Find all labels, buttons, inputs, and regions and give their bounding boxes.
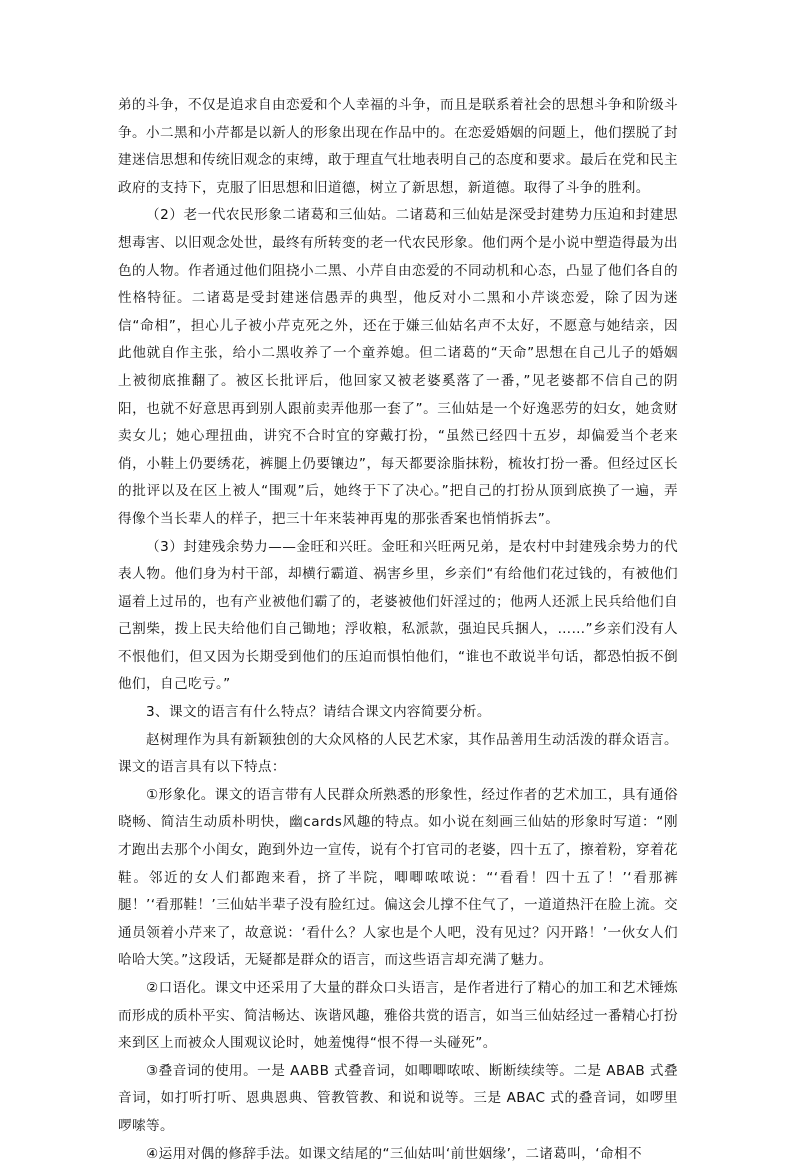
document-page [118,92,678,1168]
paragraph-4: 3、课文的语言有什么特点？请结合课文内容简要分析。 [146,704,491,721]
paragraph-1: 弟的斗争，不仅是追求自由恋爱和个人幸福的斗争，而且是联系着社会的思想斗争和阶级斗争。小二黑和小芹都是以新人的形象出现在作品中的。在恋爱婚姻的问题上，他们摆脱了封建迷信思想和传统旧观念的束缚，敢于理直气壮地表明自己的态度和要求。最后在党和民主政府的支持下，克服了旧思想和旧道德，树立了新思想，新道德。取得了斗争的胜利。 [118,97,678,196]
paragraph-8: ③叠音词的使用。一是 AABB 式叠音词，如唧唧哝哝、断断续续等。二是 ABAB 式叠音词，如打听打听、恩典恩典、管教管教、和说和说等。三是 ABAC 式的叠音词，如啰里啰嗦等。 [118,1062,678,1134]
paragraph-9: ④运用对偶的修辞手法。如课文结尾的“三仙姑叫‘前世姻缘’，二诸葛叫，‘命相不 [146,1145,642,1162]
paragraph-5: 赵树理作为具有新颖独创的大众风格的人民艺术家，其作品善用生动活泼的群众语言。课文的语言具有以下特点： [118,731,678,776]
paragraph-7: ②口语化。课文中还采用了大量的群众口头语言，是作者进行了精心的加工和艺术锤炼而形成的质朴平实、简洁畅达、诙谐风趣，雅俗共赏的语言，如当三仙姑经过一番精心打扮来到区上而被众人围观议论时，她羞愧得“恨不得一头碰死”。 [118,980,678,1052]
paragraph-6: ①形象化。课文的语言带有人民群众所熟悉的形象性，经过作者的艺术加工，具有通俗晓畅、简洁生动质朴明快，幽cards风趣的特点。如小说在刻画三仙姑的形象时写道：“刚才跑出去那个小闺女，跑到外边一宣传，说有个打官司的老婆，四十五了，擦着粉，穿着花鞋。邻近的女人们都跑来看，挤了半院，唧唧哝哝说：“‘看看！四十五了！’‘看那裤腿！’‘看那鞋！’三仙姑半辈子没有脸红过。偏这会儿撑不住气了，一道道热汗在脸上流。交通员领着小芹来了，故意说：‘看什么？人家也是个人吧，没有见过？闪开路！’一伙女人们哈哈大笑。”这段话，无疑都是群众的语言，而这些语言却充满了魅力。 [118,786,678,969]
paragraph-2: （2）老一代农民形象二诸葛和三仙姑。二诸葛和三仙姑是深受封建势力压迫和封建思想毒害、以旧观念处世，最终有所转变的老一代农民形象。他们两个是小说中塑造得最为出色的人物。作者通过他们阻挠小二黑、小芹自由恋爱的不同动机和心态，凸显了他们各自的性格特征。二诸葛是受封建迷信愚弄的典型，他反对小二黑和小芹谈恋爱，除了因为迷信“命相”，担心儿子被小芹克死之外，还在于嫌三仙姑名声不太好，不愿意与她结亲，因此他就自作主张，给小二黑收养了一个童养媳。但二诸葛的“天命”思想在自己儿子的婚姻上被彻底推翻了。被区长批评后，他回家又被老婆奚落了一番，”见老婆都不信自己的阴阳，也就不好意思再到别人跟前卖弄他那一套了”。三仙姑是一个好逸恶劳的妇女，她贪财卖女儿；她心理扭曲，讲究不合时宜的穿戴打扮，“虽然已经四十五岁，却偏爱当个老来俏，小鞋上仍要绣花，裤腿上仍要镶边”，每天都要涂脂抹粉，梳妆打扮一番。但经过区长的批评以及在区上被人“围观”后，她终于下了决心。”把自己的打扮从顶到底换了一遍，弄得像个当长辈人的样子，把三十年来装神再鬼的那张香案也悄悄拆去”。 [118,207,678,527]
paragraph-3: （3）封建残余势力——金旺和兴旺。金旺和兴旺两兄弟，是农村中封建残余势力的代表人物。他们身为村干部，却横行霸道、祸害乡里，乡亲们“有给他们花过钱的，有被他们逼着上过吊的，也有产业被他们霸了的，老婆被他们奸淫过的；他两人还派上民兵给他们自己割柴，拨上民夫给他们自己锄地；浮收粮，私派款，强迫民兵捆人，……”乡亲们没有人不恨他们，但又因为长期受到他们的压迫而惧怕他们，“谁也不敢说半句话，都恐怕扳不倒他们，自己吃亏。” [118,538,678,693]
